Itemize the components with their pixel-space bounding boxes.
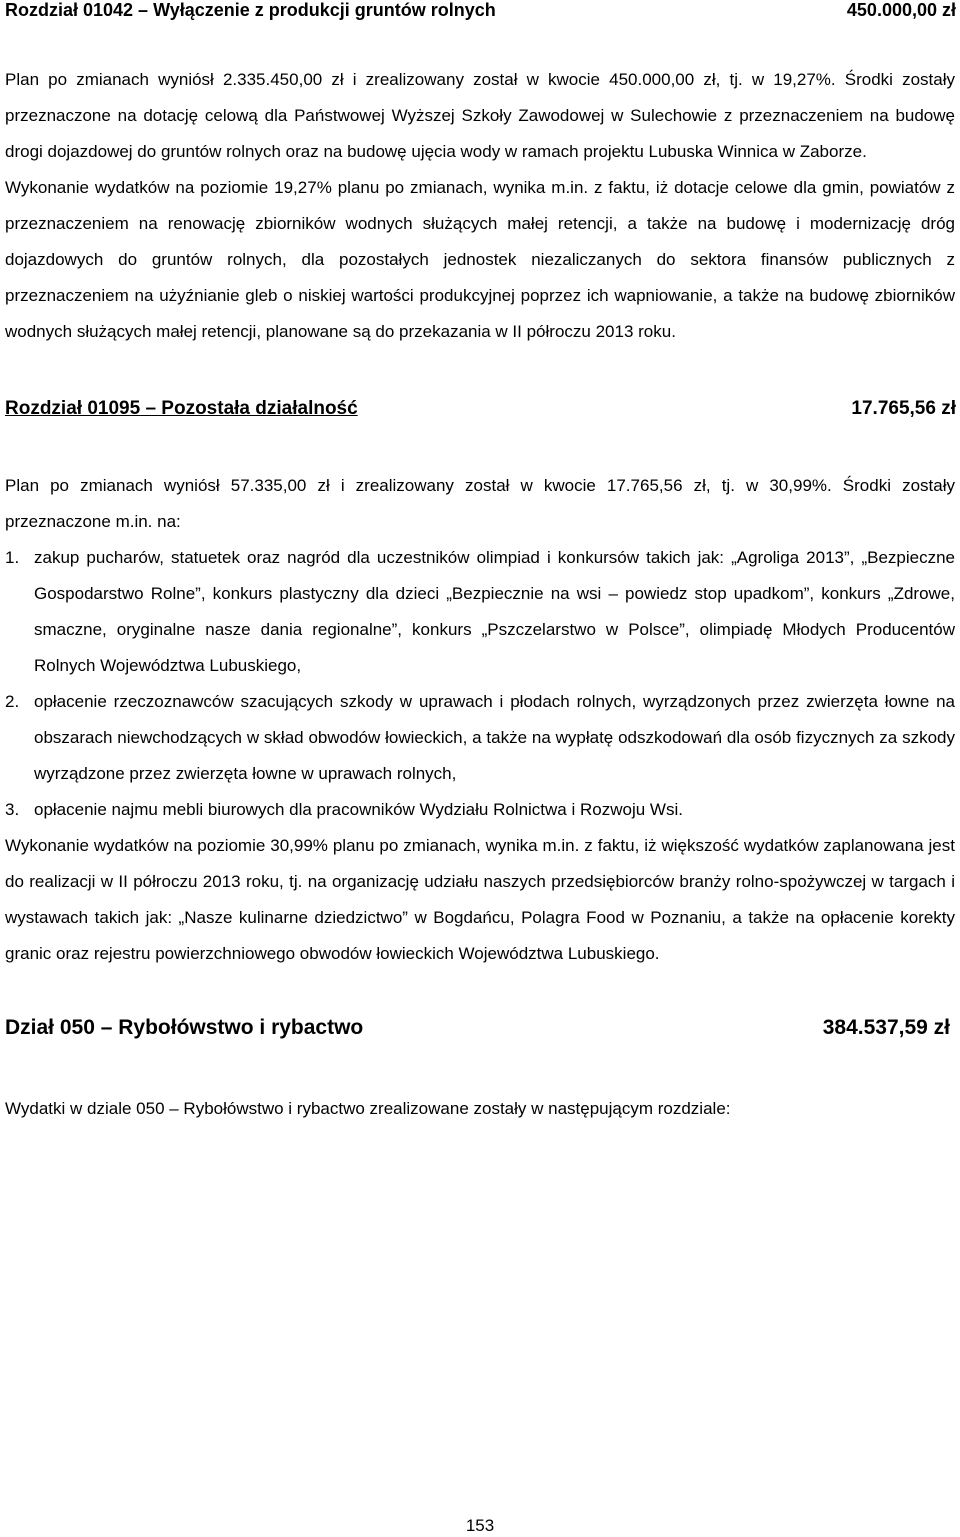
list-item-text: opłacenie rzeczoznawców szacujących szkody w uprawach i płodach rolnych, wyrządzonych przez zwierzęta łowne na obszarach niewchodzących w skład obwodów łowieckich, a także na wypłatę odszkodowań dla osób fizycznych za szkody wyrządzone przez zwierzęta łowne w uprawach rolnych,	[34, 692, 955, 783]
list-item	[5, 540, 955, 684]
section-01095-heading	[5, 398, 956, 420]
section-01042-title: Rozdział 01042 – Wyłączenie z produkcji gruntów rolnych	[5, 0, 496, 20]
section-01042-amount: 450.000,00 zł	[846, 0, 956, 20]
list-item	[5, 792, 955, 828]
list-item-text: opłacenie najmu mebli biurowych dla pracowników Wydziału Rolnictwa i Rozwoju Wsi.	[34, 800, 683, 819]
list-item	[5, 684, 955, 792]
list-item-number: 3.	[5, 800, 20, 819]
dzial-050-title: Dział 050 – Rybołówstwo i rybactwo	[5, 1016, 364, 1039]
section-01095-title: Rozdział 01095 – Pozostała działalność	[5, 398, 358, 419]
dzial-050-intro: Wydatki w dziale 050 – Rybołówstwo i rybactwo zrealizowane zostały w następującym rozdziale:	[5, 1099, 731, 1118]
list-item-number: 1.	[5, 548, 20, 567]
section-01095-summary: Wykonanie wydatków na poziomie 30,99% planu po zmianach, wynika m.in. z faktu, iż większość wydatków zaplanowana jest do realizacji w II półroczu 2013 roku, tj. na organizację udziału naszych przedsiębiorców branży rolno-spożywczej w targach i wystawach takich jak: „Nasze kulinarne dziedzictwo” w Bogdańcu, Polagra Food w Poznaniu, a także na opłacenie korekty granic oraz rejestru powierzchniowego obwodów łowieckich Województwa Lubuskiego.	[5, 836, 955, 963]
section-01042-paragraph-1: Plan po zmianach wyniósł 2.335.450,00 zł i zrealizowany został w kwocie 450.000,00 zł, tj. w 19,27%. Środki zostały przeznaczone na dotację celową dla Państwowej Wyższej Szkoły Zawodowej w Sulechowie z przeznaczeniem na budowę drogi dojazdowej do gruntów rolnych oraz na budowę ujęcia wody w ramach projektu Lubuska Winnica w Zaborze.	[5, 70, 955, 161]
dzial-050-amount: 384.537,59 zł	[822, 1016, 950, 1039]
list-item-number: 2.	[5, 692, 20, 711]
section-01042-heading	[5, 0, 956, 21]
section-01095-list	[5, 540, 955, 828]
section-01042-paragraph-2: Wykonanie wydatków na poziomie 19,27% planu po zmianach, wynika m.in. z faktu, iż dotacje celowe dla gmin, powiatów z przeznaczeniem na renowację zbiorników wodnych służących małej retencji, a także na budowę i modernizację dróg dojazdowych do gruntów rolnych, dla pozostałych jednostek niezaliczanych do sektora finansów publicznych z przeznaczeniem na użyźnianie gleb o niskiej wartości produkcyjnej poprzez ich wapniowanie, a także na budowę zbiorników wodnych służących małej retencji, planowane są do przekazania w II półroczu 2013 roku.	[5, 178, 955, 341]
list-item-text: zakup pucharów, statuetek oraz nagród dla uczestników olimpiad i konkursów takich jak: „Agroliga 2013”, „Bezpieczne Gospodarstwo Rolne”, konkurs plastyczny dla dzieci „Bezpiecznie na wsi – powiedz stop upadkom”, konkurs „Zdrowe, smaczne, oryginalne nasze dania regionalne”, konkurs „Pszczelarstwo w Polsce”, olimpiadę Młodych Producentów Rolnych Województwa Lubuskiego,	[34, 548, 955, 675]
section-01095-intro: Plan po zmianach wyniósł 57.335,00 zł i zrealizowany został w kwocie 17.765,56 zł, tj. w 30,99%. Środki zostały przeznaczone m.in. na:	[5, 476, 955, 531]
page-number: 153	[465, 1516, 495, 1535]
section-01095-amount: 17.765,56 zł	[851, 398, 956, 419]
dzial-050-heading	[5, 1016, 950, 1040]
